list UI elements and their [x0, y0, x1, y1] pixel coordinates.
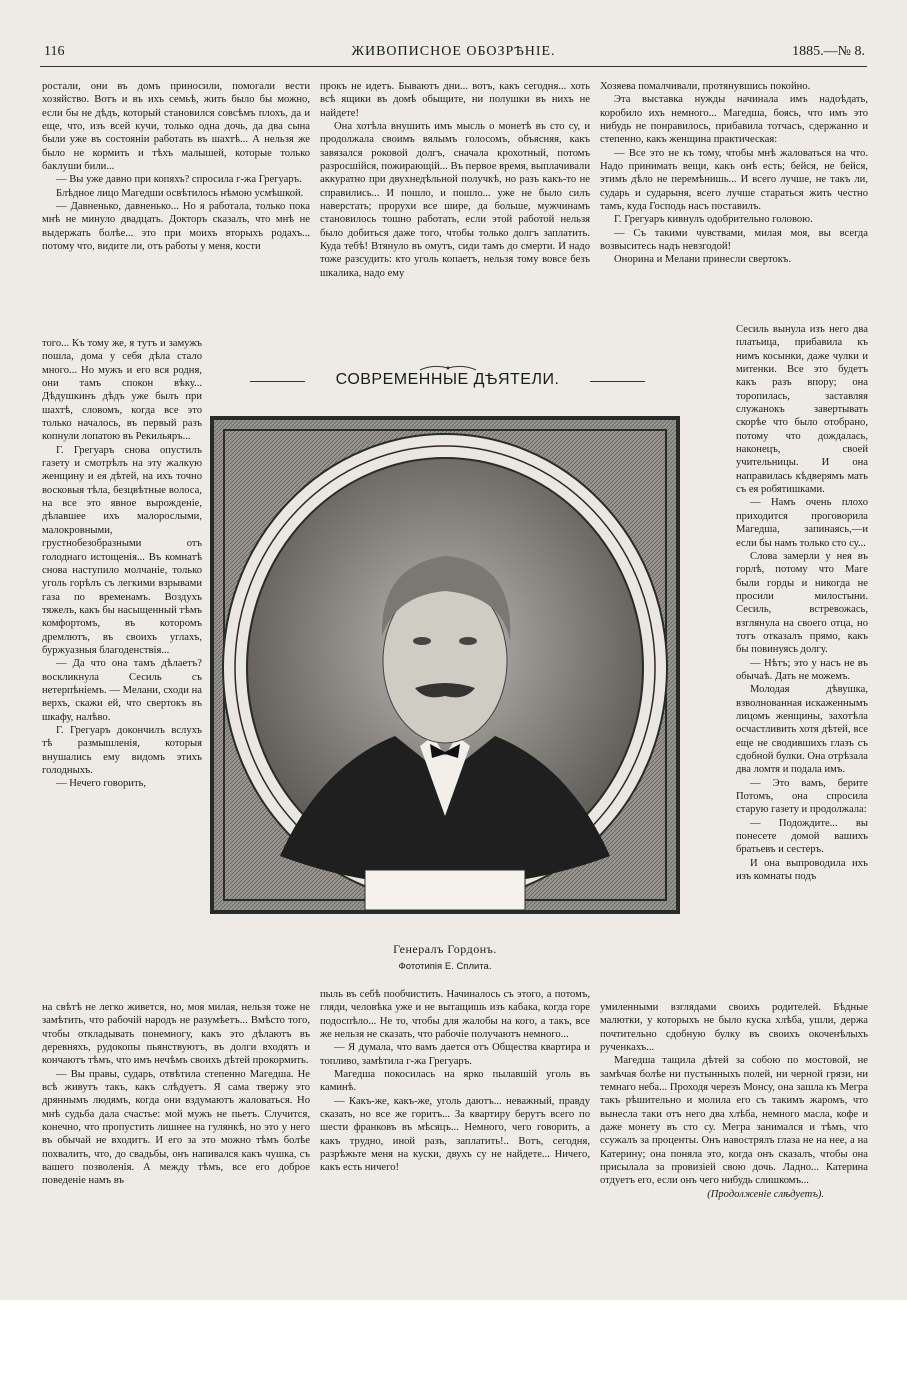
portrait-engraving [210, 416, 680, 914]
issue-number: 1885.—№ 8. [792, 44, 865, 59]
column-2-bottom [320, 988, 590, 1175]
paragraph: на свѣтѣ не легко живется, но, моя милая, нельзя тоже не замѣтить, что рабочiй народъ не разумѣетъ... Вмѣсто того, чтобы откладывать понемногу, какъ это дѣлаютъ въ деревняхъ, рудокопы пьянствуютъ, въ долги входятъ и кончаютъ тѣмъ, что имъ нечѣмъ своихъ дѣтей прокормить. [42, 1002, 310, 1067]
paragraph: Г. Грегуаръ кивнулъ одобрительно головою. [614, 214, 813, 226]
page-header [0, 42, 907, 64]
paragraph: — Это вамъ, берите Потомъ, она спросила старую газету и продолжала: [736, 777, 868, 816]
header-rule [40, 66, 867, 67]
paragraph: пыль въ себѣ пообчистить. Начиналось съ этого, а потомъ, гляди, человѣка уже и не вытащишь изъ кабака, когда горе подоспѣло... Не то, чтобы для жалобы на кого, а такъ, все же нельзя не сказать, что рабочiе получаютъ немного... [320, 989, 590, 1041]
page-number: 116 [44, 44, 65, 59]
paragraph: Магедша тащила дѣтей за собою по мостовой, не замѣчая болѣе ни пустынныхъ полей, ни черной грязи, ни темнаго неба... Проходя черезъ Монсу, она зашла къ Мегра такъ рѣшительно и молила его съ такимъ жаромъ, что вынесла таки отъ него два хлѣба, немного масла, кофе и даже монету въ сто су. Мегра занимался и тѣмъ, что ссужалъ за проценты. Онъ навострялъ глаза не на нее, а на Катерину; она поняла это, когда онъ сказалъ, чтобы она присылала за провизiей свою дочь. Ладно... Катерина отдуетъ его, если онъ чего нибудь слишкомъ... [600, 1055, 868, 1187]
paragraph: — Давненько, давненько... Но я работала, только пока мнѣ не минуло двадцать. Докторъ сказалъ, что мнѣ не выдержать болѣе... это при моихъ вторыхъ родахъ... потому что, видите ли, отъ работы у меня, кости [42, 201, 310, 253]
paragraph: Она хотѣла внушить имъ мысль о монетѣ въ сто су, и продолжала своимъ вялымъ голосомъ, объясняя, какъ завязался роковой долгъ, сначала крохотный, потомъ разросшiйся, пожирающiй... Въ первое время, выплачивали аккуратно при двухнедѣльной получкѣ, но разъ какъ-то не справились... И пошло, и пошло... уже не было силъ наверстать; прорухи все шире, да больше, мужчинамъ становилось тошно работать, если этой работой нельзя было добиться даже того, чтобы только долгъ заплатить. Куда тебѣ! Втянуло въ омутъ, сиди тамъ до смерти. И надо тоже разсудить: кто уголь копаетъ, нельзя тому вовсе безъ шкалика, надо ему [320, 121, 590, 279]
photo-credit: Фототипiя Е. Сплита. [398, 961, 492, 972]
paragraph: Магедша покосилась на ярко пылавшiй уголь въ каминѣ. [320, 1069, 590, 1094]
paragraph: — Я думала, что вамъ дается отъ Общества квартира и топливо, замѣтила г-жа Грегуаръ. [320, 1042, 590, 1067]
column-3-bottom [600, 1001, 868, 1201]
paragraph: — Да что она тамъ дѣлаетъ? воскликнула Сесиль съ нетерпѣнiемъ. — Мелани, сходи на верхъ, скажи ей, что свертокъ въ шкафу, налѣво. [42, 658, 202, 723]
paragraph: — Подождите... вы понесете домой вашихъ братьевъ и сестеръ. [736, 817, 868, 856]
paragraph: Г. Грегуаръ докончилъ вслухъ тѣ размышленiя, которыя внушались ему видомъ этихъ голодныхъ. [42, 724, 202, 776]
paragraph: — Намъ очень плохо приходится проговорила Магедша, запинаясь,—и если бы намъ только сто су... [736, 497, 868, 549]
magazine-title: ЖИВОПИСНОЕ ОБОЗРѢНIЕ. [351, 44, 556, 59]
portrait-caption: Генералъ Гордонъ. [393, 942, 497, 956]
paragraph: Хозяева помалчивали, протянувшись покойно. [600, 81, 811, 92]
paragraph: умиленными взглядами своихъ родителей. Бѣдные малютки, у которыхъ не было куска хлѣба, ушли, держа почтительно сдобную булку въ своихъ окоченѣлыхъ рученкахъ... [600, 1002, 868, 1054]
paragraph: — Какъ-же, какъ-же, уголь даютъ... неважный, правду сказать, но все же горитъ... За квартиру берутъ всего по шести франковъ въ мѣсяцъ... Немного, чего говорить, а какъ трудно, иной разъ, заплатить!.. Вотъ, сегодня, разрѣжьте меня на куски, двухъ су не найдете... Ничего, какъ есть ничего! [320, 1095, 590, 1174]
section-title: СОВРЕМЕННЫЕ ДѢЯТЕЛИ. [335, 371, 560, 388]
paragraph: Сесиль вынула изъ него два платьица, прибавила къ нимъ косынки, даже чулки и митенки. Все это будетъ какъ разъ впору; она торопилась, заставляя служанокъ завертывать скорѣе что было отобрано, потому что дождалась, наконецъ, своей учительницы. И она направилась кѣдверямъ мать съ ея робятишками. [736, 324, 868, 496]
paragraph: того... Къ тому же, я тутъ и замужъ пошла, дома у себя дѣла стало много... Но мужъ и его вся родня, они тамъ спокон вѣку... Дѣдушкинъ дѣдъ уже былъ при шахтѣ, словомъ, когда все это только началось, въ первый разъ копнули лопатою въ Рекильяръ... [42, 338, 202, 443]
column-1-bottom [42, 1001, 310, 1188]
paragraph: — Съ такими чувствами, милая моя, вы всегда возвыситесь надъ невзгодой! [600, 227, 868, 253]
paragraph: Блѣдное лицо Магедши освѣтилось нѣмою усмѣшкой. [56, 187, 304, 199]
continuation-note: (Продолженiе слѣдуетъ). [707, 1188, 824, 1200]
paragraph: И она выпроводила ихъ изъ комнаты подъ [736, 857, 868, 883]
section-heading [245, 364, 650, 394]
column-1-narrow [42, 337, 202, 791]
paragraph: Слова замерли у нея въ горлѣ, потому что Маге были горды и никогда не просили милостыни. Сесиль, встревожась, взглянула на своего отца, но тотъ отказалъ прямо, какъ бы повинуясь долгу. [736, 550, 868, 656]
paragraph: Г. Грегуаръ снова опустилъ газету и смотрѣлъ на эту жалкую женщину и ея дѣтей, на ихъ точно восковыя тѣла, безцвѣтные волоса, на все это явное вырожденiе, дѣлавшее ихъ малорослыми, малокровными, грустнобезобразными отъ голоднаго истощенiя... Въ комнатѣ снова наступило молчанiе, только уголь горѣлъ съ легкими взрывами газа по временамъ. Воздухъ тяжелъ, какъ бы насыщенный тѣмъ комфортомъ, въ которомъ дремлютъ, въ своихъ углахъ, буржуазныя благоденствiя... [42, 444, 202, 656]
column-1-top [42, 80, 310, 253]
paragraph: ростали, они въ домъ приносили, помогали вести хозяйство. Вотъ и въ ихъ семьѣ, жить было бы можно, если бы не дѣдъ, который становился совсѣмъ плохъ, да и еще, что, изъ всей кучи, только одна дочь, да два сына были уже въ состоянiи работать въ шахтѣ... А нельзя же было не кормить и тѣхъ малышей, которые только баклуши били... [42, 81, 310, 173]
paragraph: — Вы уже давно при копяхъ? спросила г-жа Грегуаръ. [56, 174, 302, 186]
column-3-top [600, 80, 868, 267]
paragraph: Молодая дѣвушка, взволнованная искаженнымъ лицомъ женщины, захотѣла осчастливить хотя дѣтей, все еще не сводившихъ глазъ съ сдобной булки. Она отрѣзала два ломтя и подала имъ. [736, 684, 868, 776]
paragraph: — Все это не къ тому, чтобы мнѣ жаловаться на что. Надо принимать вещи, какъ онѣ есть; бейся, не бейся, этимъ дѣло не перемѣнишь... И всего лучше, не такъ ли, сударь и сударыня, всего лучше стараться жить честно тамъ, куда Господь насъ поставилъ. [600, 147, 868, 213]
paragraph: прокъ не идетъ. Бываютъ дни... вотъ, какъ сегодня... хоть всѣ ящики въ домѣ обыщите, ни полушки въ нихъ не найдете! [320, 81, 590, 119]
portrait-image [210, 416, 680, 914]
column-3-narrow [736, 323, 868, 883]
paragraph: — Вы правы, сударь, отвѣтила степенно Магедша. Не всѣ живутъ такъ, какъ слѣдуетъ. Я сама твержу это дряннымъ людямъ, когда они вздумаютъ жаловаться. Но мнѣ судьба дала счастье: мой мужъ не пьетъ. Случится, конечно, что пропустить лишнее на гулянкѣ, но это у него въ обычай не входитъ. И его за это можно тѣмъ болѣе похвалить, что, до свадьбы, онъ напивался какъ чушка, съ вашего позволенiя. А между тѣмъ, все его доброе поведенiе намъ въ [42, 1068, 310, 1187]
paragraph: Эта выставка нужды начинала имъ надоѣдать, коробило ихъ немного... Магедша, боясь, что имъ это нибудь не понравилось, прибавила тотчасъ, сдержанно и степенно, какъ женщина практическая: [600, 94, 868, 146]
paragraph: — Нѣтъ; это у насъ не въ обычаѣ. Дать не можемъ. [736, 657, 868, 682]
paragraph: — Нечего говорить, [56, 778, 147, 790]
column-2-top [320, 80, 590, 280]
heading-rule-right [590, 381, 645, 382]
paragraph: Онорина и Мелани принесли свертокъ. [614, 254, 792, 266]
